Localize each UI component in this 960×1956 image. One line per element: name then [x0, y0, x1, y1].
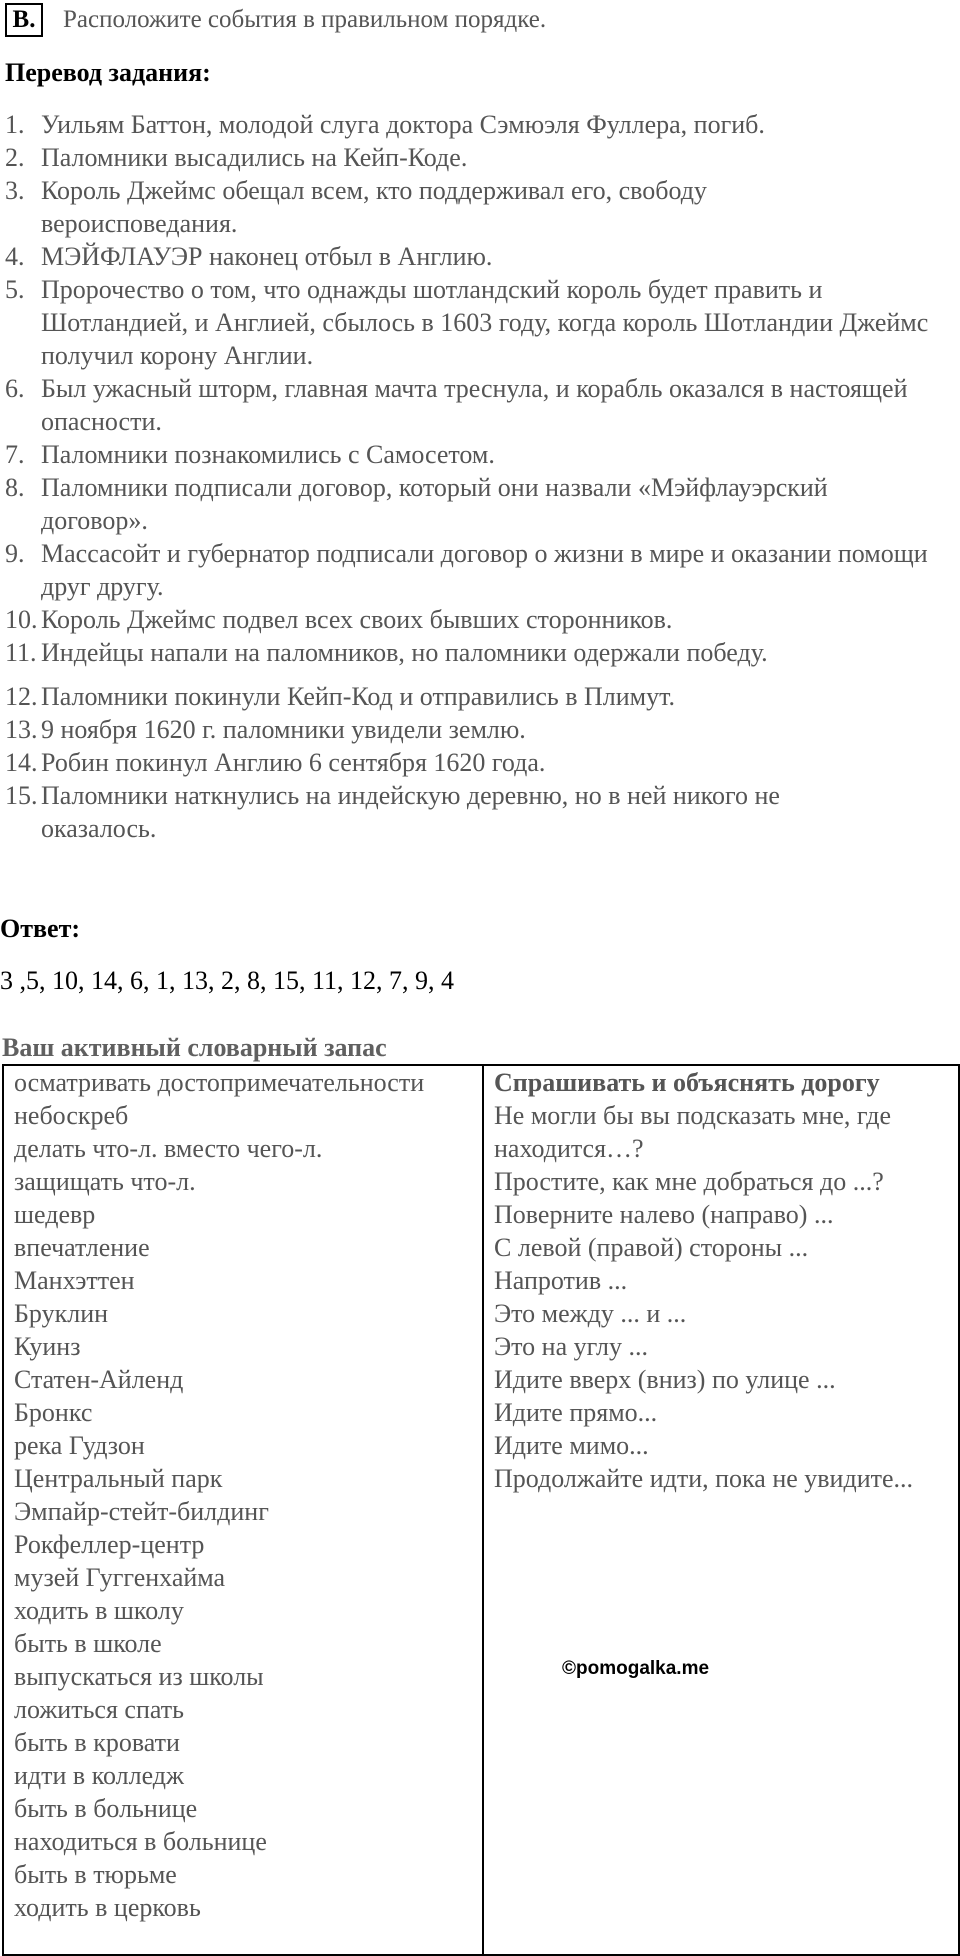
direction-phrase: Продолжайте идти, пока не увидите... [494, 1464, 914, 1493]
list-item [5, 636, 955, 669]
vocabulary-term: Манхэттен [14, 1266, 135, 1295]
vocabulary-term: Куинз [14, 1332, 81, 1361]
item-text: Паломники покинули Кейп-Код и отправились в Плимут. [41, 682, 676, 711]
direction-phrase: Поверните налево (направо) ... [494, 1200, 834, 1229]
item-number: 7. [5, 440, 25, 469]
item-text: Индейцы напали на паломников, но паломники одержали победу. [41, 638, 768, 667]
item-number: 5. [5, 275, 25, 304]
vocabulary-left-column [14, 1066, 479, 1924]
item-number: 10. [5, 605, 38, 634]
list-item [5, 372, 955, 438]
right-column-title: Спрашивать и объяснять дорогу [494, 1068, 880, 1097]
item-number: 11. [5, 638, 37, 667]
direction-phrase: Идите мимо... [494, 1431, 649, 1460]
item-text: Пророчество о том, что однажды шотландский король будет править и Шотландией, и Англией, сбылось в 1603 году, когда король Шотландии Джеймс получил корону Англии. [41, 275, 929, 370]
answer-value: 3 ,5, 10, 14, 6, 1, 13, 2, 8, 15, 11, 12, 7, 9, 4 [0, 966, 455, 995]
vocabulary-term: ходить в школу [14, 1596, 184, 1625]
list-item [5, 174, 955, 240]
vocabulary-heading: Ваш активный словарный запас [2, 1033, 387, 1062]
item-number: 2. [5, 143, 25, 172]
task-letter-box: B. [5, 3, 43, 37]
vocabulary-term: находиться в больнице [14, 1827, 267, 1856]
task-instruction: Расположите события в правильном порядке. [63, 6, 547, 33]
item-number: 12. [5, 682, 38, 711]
item-text: Паломники подписали договор, который они назвали «Мэйфлауэрский договор». [41, 473, 828, 535]
item-text: Робин покинул Англию 6 сентября 1620 года. [41, 748, 546, 777]
vocabulary-term: Эмпайр-стейт-билдинг [14, 1497, 269, 1526]
item-text: МЭЙФЛАУЭР наконец отбыл в Англию. [41, 242, 493, 271]
item-text: Король Джеймс подвел всех своих бывших сторонников. [41, 605, 673, 634]
vocabulary-term: шедевр [14, 1200, 96, 1229]
events-list-continued [5, 680, 955, 845]
list-item [5, 471, 955, 537]
item-number: 9. [5, 539, 25, 568]
vocabulary-term: музей Гуггенхайма [14, 1563, 226, 1592]
item-text: Был ужасный шторм, главная мачта треснула, и корабль оказался в настоящей опасности. [41, 374, 908, 436]
vocabulary-term: небоскреб [14, 1101, 129, 1130]
direction-phrase: Это на углу ... [494, 1332, 648, 1361]
item-number: 8. [5, 473, 25, 502]
vocabulary-term: защищать что-л. [14, 1167, 196, 1196]
vocabulary-term: быть в школе [14, 1629, 162, 1658]
events-list [5, 108, 955, 669]
item-number: 1. [5, 110, 25, 139]
list-item [5, 537, 955, 603]
item-number: 14. [5, 748, 38, 777]
item-text: Паломники высадились на Кейп-Коде. [41, 143, 468, 172]
list-item [5, 746, 955, 779]
list-item [5, 141, 955, 174]
vocabulary-term: впечатление [14, 1233, 150, 1262]
vocabulary-term: Статен-Айленд [14, 1365, 184, 1394]
item-number: 15. [5, 781, 38, 810]
item-text: Паломники наткнулись на индейскую деревню, но в ней никого не оказалось. [41, 781, 780, 843]
direction-phrase: Идите прямо... [494, 1398, 658, 1427]
vocabulary-term: река Гудзон [14, 1431, 145, 1460]
list-item [5, 713, 955, 746]
vocabulary-term: Бруклин [14, 1299, 109, 1328]
list-item [5, 438, 955, 471]
list-item [5, 779, 955, 845]
watermark: ©pomogalka.me [562, 1658, 710, 1679]
vocabulary-term: быть в кровати [14, 1728, 180, 1757]
item-text: Массасойт и губернатор подписали договор о жизни в мире и оказании помощи друг другу. [41, 539, 928, 601]
item-number: 3. [5, 176, 25, 205]
direction-phrase: Идите вверх (вниз) по улице ... [494, 1365, 836, 1394]
vocabulary-term: ходить в церковь [14, 1893, 201, 1922]
direction-phrase: Не могли бы вы подсказать мне, где находится…? [494, 1101, 892, 1163]
vocabulary-table [2, 1064, 960, 1956]
vocabulary-term: осматривать достопримечательности [14, 1068, 425, 1097]
vocabulary-term: идти в колледж [14, 1761, 185, 1790]
vocabulary-term: ложиться спать [14, 1695, 184, 1724]
vocabulary-term: Рокфеллер-центр [14, 1530, 205, 1559]
vocabulary-term: делать что-л. вместо чего-л. [14, 1134, 323, 1163]
direction-phrase: Напротив ... [494, 1266, 628, 1295]
vocabulary-term: Бронкс [14, 1398, 93, 1427]
list-item [5, 680, 955, 713]
list-item [5, 108, 955, 141]
vocabulary-term: выпускаться из школы [14, 1662, 264, 1691]
direction-phrase: Это между ... и ... [494, 1299, 687, 1328]
list-item [5, 273, 955, 372]
vocabulary-right-column [494, 1066, 954, 1495]
right-column-items [494, 1099, 954, 1495]
item-text: Паломники познакомились с Самосетом. [41, 440, 495, 469]
direction-phrase: С левой (правой) стороны ... [494, 1233, 809, 1262]
vocabulary-term: быть в тюрьме [14, 1860, 177, 1889]
answer-heading: Ответ: [0, 914, 81, 943]
list-item [5, 240, 955, 273]
item-text: 9 ноября 1620 г. паломники увидели землю. [41, 715, 526, 744]
item-text: Король Джеймс обещал всем, кто поддерживал его, свободу вероисповедания. [41, 176, 707, 238]
item-number: 13. [5, 715, 38, 744]
vocabulary-term: Центральный парк [14, 1464, 223, 1493]
direction-phrase: Простите, как мне добраться до ...? [494, 1167, 884, 1196]
list-item [5, 603, 955, 636]
item-number: 4. [5, 242, 25, 271]
translation-heading: Перевод задания: [5, 58, 211, 87]
item-text: Уильям Баттон, молодой слуга доктора Сэмюэля Фуллера, погиб. [41, 110, 765, 139]
column-divider [482, 1066, 484, 1954]
vocabulary-term: быть в больнице [14, 1794, 198, 1823]
item-number: 6. [5, 374, 25, 403]
